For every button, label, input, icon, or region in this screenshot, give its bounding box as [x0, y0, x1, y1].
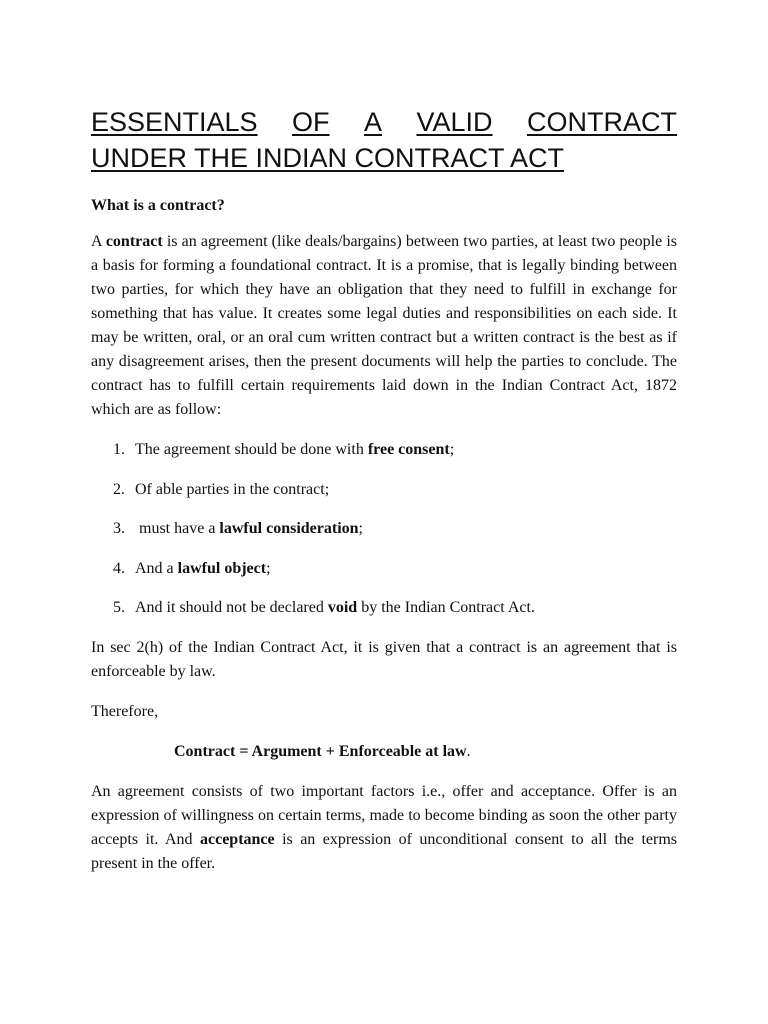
therefore-text: Therefore, [91, 702, 159, 720]
list-text: by the Indian Contract Act. [357, 599, 535, 616]
title-line-2: UNDER THE INDIAN CONTRACT ACT [91, 143, 565, 173]
title-word: ESSENTIALS [91, 107, 258, 137]
agreement-bold-term: acceptance [199, 830, 275, 848]
list-number: 4. [113, 559, 125, 577]
list-text: Of able parties in the contract; [135, 480, 330, 498]
list-text: And a [135, 559, 178, 577]
list-item [113, 438, 677, 462]
title-line-1 [91, 104, 677, 140]
title-word: VALID [416, 107, 493, 137]
list-number: 1. [113, 441, 125, 458]
title-word: A [364, 107, 383, 137]
list-text: ; [358, 520, 363, 537]
list-text: The agreement should be done with [135, 441, 368, 458]
list-text: must have a [135, 520, 220, 537]
section-paragraph: In sec 2(h) of the Indian Contract Act, it is given that a contract is an agreement that is enforceable by law. [91, 638, 677, 680]
agreement-text: is an expression of unconditional consent to all the terms present in the offer. [91, 830, 678, 872]
list-number: 5. [113, 599, 125, 616]
intro-bold-term: contract [105, 233, 163, 250]
intro-paragraph [91, 230, 677, 422]
list-item [113, 557, 677, 581]
list-bold-term: lawful object [177, 559, 267, 577]
formula-text: Contract = Argument + Enforceable at law [174, 742, 467, 760]
intro-text: A [91, 233, 106, 250]
title-word: CONTRACT [526, 107, 677, 137]
list-text: ; [449, 441, 455, 458]
requirements-list [91, 438, 677, 620]
list-bold-term: free consent [367, 441, 450, 458]
list-item [113, 596, 677, 620]
list-number: 3. [113, 520, 125, 537]
agreement-paragraph [91, 780, 677, 876]
list-number: 2. [113, 480, 125, 498]
list-bold-term: void [327, 599, 358, 616]
contract-formula [91, 740, 677, 764]
agreement-text: An agreement consists of two important factors i.e., offer and acceptance. Offer is an expression of willingness on certain terms, made to become binding as soon the other party accepts it. And [91, 782, 677, 848]
list-item [113, 478, 677, 502]
page-title [91, 104, 677, 176]
intro-text: is an agreement (like deals/bargains) between two parties, at least two people is a basis for forming a foundational contract. It is a promise, that is legally binding between two parties, for which they have an obligation that they need to fulfill in exchange for something that has value. It creates some legal duties and responsibilities on each side. It may be written, oral, or an oral cum written contract but a written contract is the best as if any disagreement arises, then the present documents will help the parties to conclude. The contract has to fulfill certain requirements laid down in the Indian Contract Act, 1872 which are as follow: [91, 233, 678, 418]
list-item [113, 517, 677, 541]
list-text: And it should not be declared [135, 599, 328, 616]
formula-punctuation: . [466, 742, 471, 760]
title-word: OF [292, 107, 330, 137]
list-text: ; [266, 559, 271, 577]
subheading: What is a contract? [91, 197, 225, 214]
list-bold-term: lawful consideration [219, 520, 359, 537]
